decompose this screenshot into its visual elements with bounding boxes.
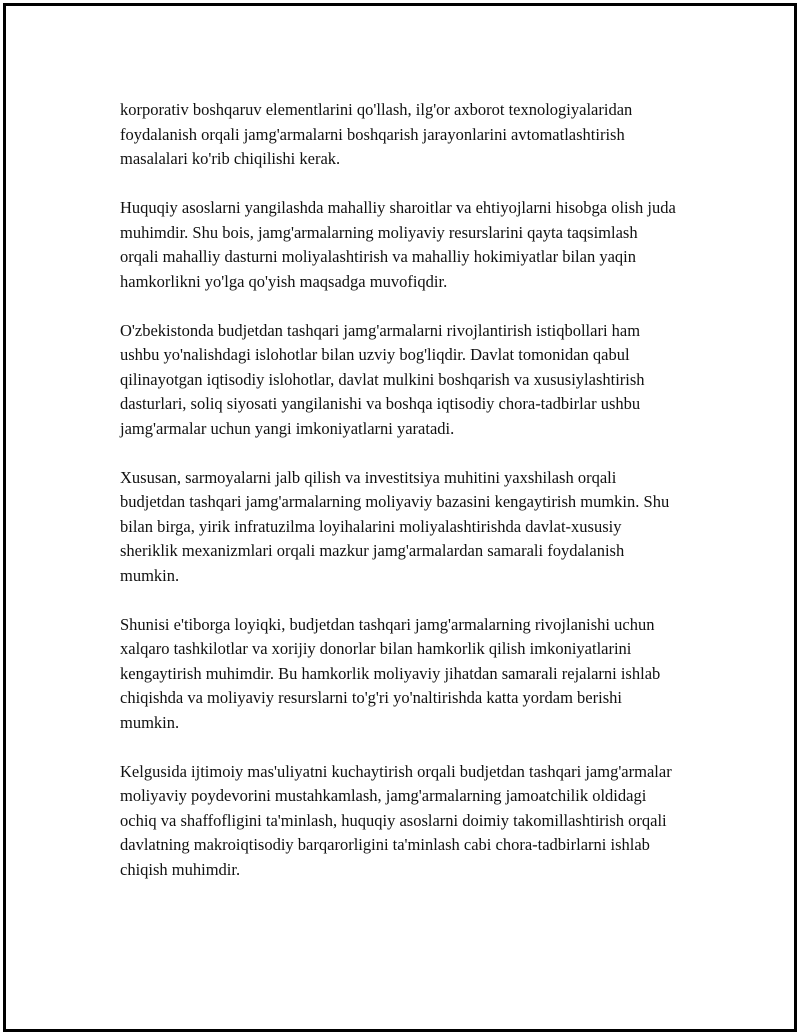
paragraph-2: Huquqiy asoslarni yangilashda mahalliy sharoitlar va ehtiyojlarni hisobga olish juda muhimdir. Shu bois, jamg'armalarning moliyaviy resurslarini qayta taqsimlash orqali mahalliy dasturni moliyalashtirish va mahalliy hokimiyatlar bilan yaqin hamkorlikni yo'lga qo'yish maqsadga muvofiqdir. xyxy=(120,198,676,291)
paragraph-4: Xususan, sarmoyalarni jalb qilish va investitsiya muhitini yaxshilash orqali budjetdan tashqari jamg'armalarning moliyaviy bazasini kengaytirish mumkin. Shu bilan birga, yirik infratuzilma loyihalarini moliyalashtirishda davlat-xususiy sheriklik mexanizmlari orqali mazkur jamg'armalardan samarali foydalanish mumkin. xyxy=(120,467,670,585)
document-body xyxy=(120,98,680,907)
paragraph-5: Shunisi e'tiborga loyiqki, budjetdan tashqari jamg'armalarning rivojlanishi uchun xalqaro tashkilotlar va xorijiy donorlar bilan hamkorlik qilish imkoniyatlarini kengaytirish muhimdir. Bu hamkorlik moliyaviy jihatdan samarali rejalarni ishlab chiqishda va moliyaviy resurslarni to'g'ri yo'naltirishda katta yordam berishi mumkin. xyxy=(120,614,661,732)
paragraph-6: Kelgusida ijtimoiy mas'uliyatni kuchaytirish orqali budjetdan tashqari jamg'armalar moliyaviy poydevorini mustahkamlash, jamg'armalarning jamoatchilik oldidagi ochiq va shaffofligini ta'minlash, huquqiy asoslarni doimiy takomillashtirish orqali davlatning makroiqtisodiy barqarorligini ta'minlash cabi chora-tadbirlarni ishlab chiqish muhimdir. xyxy=(120,761,672,879)
paragraph-1: korporativ boshqaruv elementlarini qo'llash, ilg'or axborot texnologiyalaridan foydalanish orqali jamg'armalarni boshqarish jarayonlarini avtomatlashtirish masalalari ko'rib chiqilishi kerak. xyxy=(120,100,633,168)
paragraph-3: O'zbekistonda budjetdan tashqari jamg'armalarni rivojlantirish istiqbollari ham ushbu yo'nalishdagi islohotlar bilan uzviy bog'liqdir. Davlat tomonidan qabul qilinayotgan iqtisodiy islohotlar, davlat mulkini boshqarish va xususiylashtirish dasturlari, soliq siyosati yangilanishi va boshqa iqtisodiy chora-tadbirlar ushbu jamg'armalar uchun yangi imkoniyatlarni yaratadi. xyxy=(120,320,645,438)
page-border xyxy=(3,3,797,1032)
